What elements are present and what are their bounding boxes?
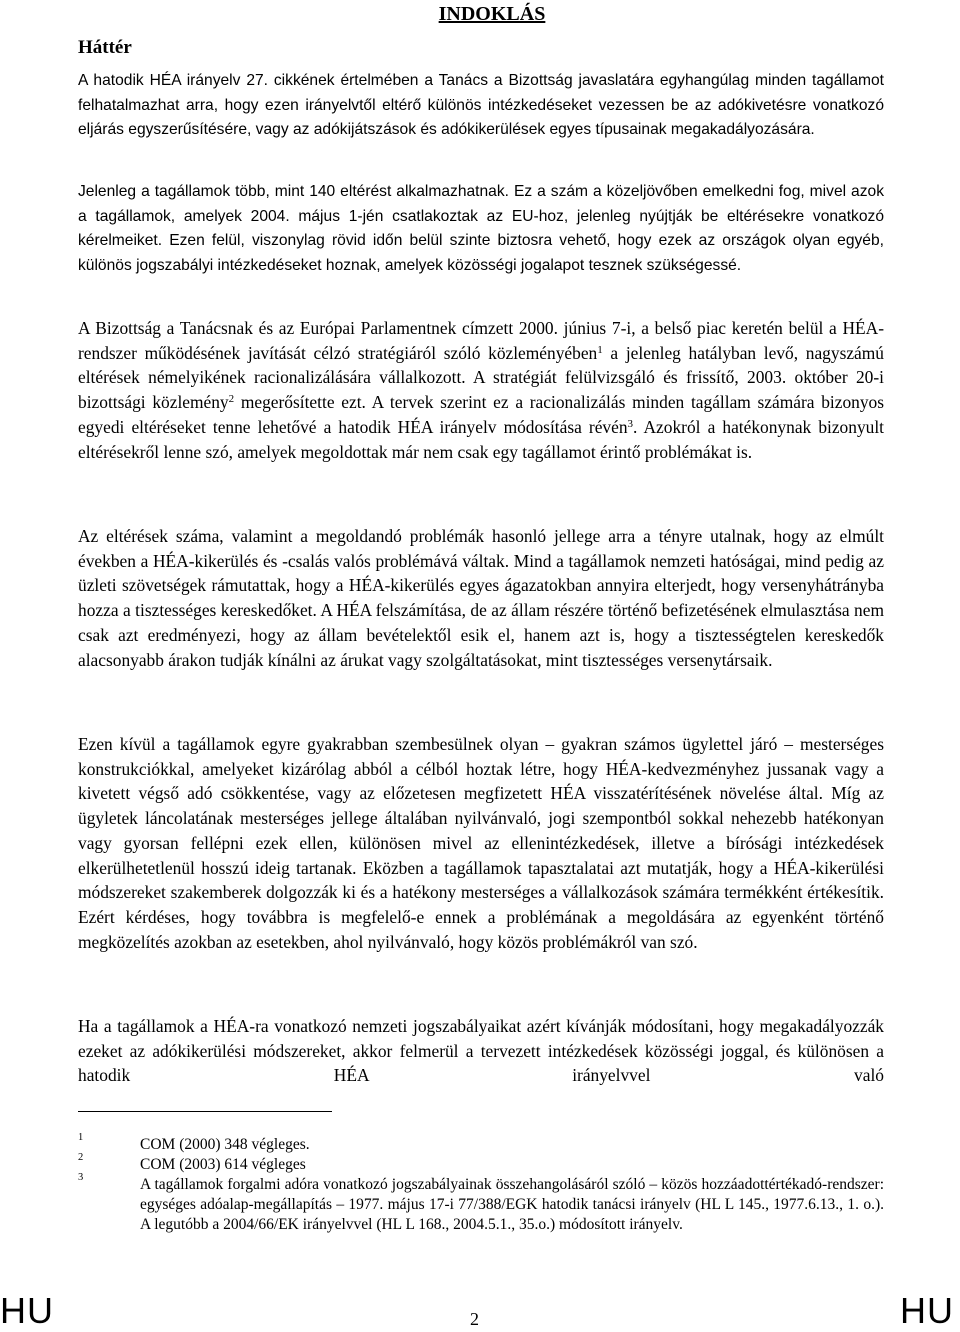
paragraph-3-part-4: . Azokról a hatékonynak bizonyult eltérésekről lenne szó, amelyek megoldottak már nem csak egy tagállamot érintő problémákat is. [78, 416, 885, 462]
footnote-3 [78, 1172, 884, 1235]
footnote-text: A tagállamok forgalmi adóra vonatkozó jogszabályainak összehangolásáról szóló – közös hozzáadottértékadó-rendszer: egységes adóalap-megállapítás – 1977. május 17-i 77/388/EGK hatodik tanácsi irányelv (HL L 145., 1977.6.13., 1. o.). A legutóbb a 2004/66/EK irányelvvel (HL L 168., 2004.5.1., 35.o.) módosított irányelv. [140, 1176, 884, 1233]
footnote-number: 1 [78, 1132, 84, 1143]
paragraph-6: Ha a tagállamok a HÉA-ra vonatkozó nemzeti jogszabályaikat azért kívánják módosítani, hogy megakadályozzák ezeket az adókikerülési módszereket, akkor felmerül a tervezett intézkedések közösségi joggal, és különösen a hatodik HÉA irányelvvel való [78, 1016, 884, 1086]
language-code-right: HU [900, 1290, 954, 1331]
paragraph-3-part-3: megerősítette ezt. A tervek szerint ez a racionalizálás minden tagállam számára bizonyos egyedi eltéréseket tenne lehetővé a hatodik HÉA irányelv módosítása révén [78, 392, 885, 437]
paragraph-3 [78, 316, 884, 464]
footnote-text: COM (2003) 614 végleges [140, 1156, 306, 1173]
paragraph-4: Az eltérések száma, valamint a megoldandó problémák hasonló jellege arra a tényre utalnak, hogy az elmúlt években a HÉA-kikerülés és -csalás valós problémává váltak. Mind a tagállamok nemzeti hatóságai, mind pedig az üzleti szövetségek rámutattak, hogy a HÉA-kikerülés egyes ágazatokban annyira elterjedt, hogy versenyhátrányba hozza a tisztességes kereskedőket. A HÉA felszámítása, de az állam részére történő befizetésének elmulasztása nem csak azt eredményezi, hogy az állam bevételektől esik el, hanem azt is, hogy a tisztességtelen kereskedők alacsonyabb árakon tudják kínálni az árukat vagy szolgáltatásokat, mint tisztességes versenytársaik. [78, 526, 884, 670]
footnote-ref-2[interactable]: 2 [228, 393, 235, 406]
footnote-text: COM (2000) 348 végleges. [140, 1136, 310, 1153]
paragraph-5: Ezen kívül a tagállamok egyre gyakrabban szembesülnek olyan – gyakran számos ügylettel járó – mesterséges konstrukciókkal, amelyeket kizárólag abból a célból hoztak létre, hogy HÉA-kedvezményhez jussanak vagy a kivetett végső adó csökkentése, vagy az előzetesen megfizetett HÉA visszatérítésének növelése által. Míg az ügyletek láncolatának mesterséges jellege általában nyilvánvaló, jogi szempontból sokkal nehezebb hatékonyan vagy gyorsan fellépni ezek ellen, különösen mivel az ellenintézkedések, illetve a bírósági intézkedések elkerülhetetlenül hosszú ideig tartanak. Eközben a tagállamok tapasztalatai azt mutatják, hogy a HÉA-kikerülési módszereket szakemberek dolgozzák ki és a hatékony mesterséges a vállalkozások számára termékként értékesítik. Ezért kérdéses, hogy továbbra is megfelelő-e ennek a problémának a megoldására az egyenként történő megközelítés azokban az esetekben, ahol nyilvánvaló, hogy közös problémákról van szó. [78, 734, 884, 952]
footnote-ref-3[interactable]: 3 [627, 417, 634, 430]
footnote-number: 3 [78, 1172, 84, 1183]
paragraph-1: A hatodik HÉA irányelv 27. cikkének értelmében a Tanács a Bizottság javaslatára egyhangúlag minden tagállamot felhatalmazhat arra, hogy ezen irányelvtől eltérő különös intézkedéseket vezessen be az adókivetésre vonatkozó eljárás egyszerűsítésére, vagy az adókijátszások és adókikerülések egyes típusainak megakadályozására. [78, 72, 884, 139]
footnote-separator [78, 1111, 332, 1112]
paragraph-3-part-1: A Bizottság a Tanácsnak és az Európai Parlamentnek címzett 2000. június 7-i, a belső piac keretén belül a HÉA-rendszer működésének javítását célzó stratégiáról szóló közleményében [78, 318, 884, 363]
page-number: 2 [470, 1309, 479, 1329]
section-heading: Háttér [78, 37, 132, 58]
paragraph-2: Jelenleg a tagállamok több, mint 140 eltérést alkalmazhatnak. Ez a szám a közeljövőben emelkedni fog, mivel azok a tagállamok, amelyek 2004. május 1-jén csatlakoztak az EU-hoz, jelenleg nyújtják be eltérésekre vonatkozó kérelmeiket. Ezen felül, viszonylag rövid időn belül szinte biztosra vehető, hogy ezek az országok olyan egyéb, különös jogszabályi intézkedéseket hoznak, amelyek közösségi jogalapot tesznek szükségessé. [78, 183, 884, 275]
footnote-number: 2 [78, 1152, 84, 1163]
document-title: INDOKLÁS [438, 3, 546, 25]
paragraph-3-part-2: a jelenleg hatályban levő, nagyszámú eltérések némelyikének racionalizálására vállalkozott. A stratégiát felülvizsgáló és frissítő, 2003. október 20-i bizottsági közlemény [78, 342, 884, 413]
language-code-left: HU [0, 1290, 54, 1331]
footnote-ref-1[interactable]: 1 [597, 343, 603, 356]
footnote-1 [78, 1132, 884, 1155]
footnote-2 [78, 1152, 884, 1175]
